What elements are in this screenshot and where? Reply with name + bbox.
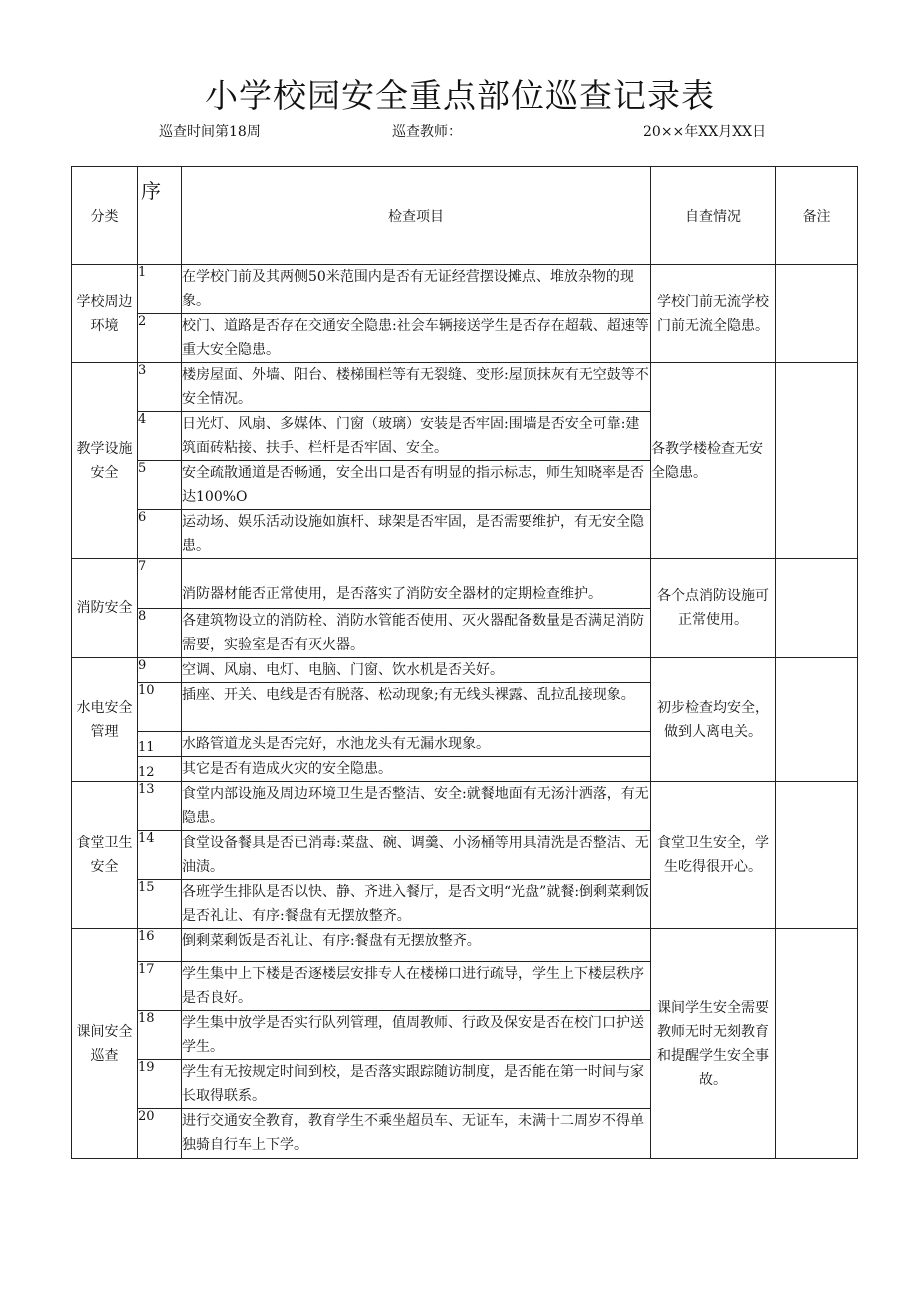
category-cell: 食堂卫生安全 [72, 782, 138, 929]
header-category: 分类 [72, 167, 138, 265]
patrol-week: 巡查时间第18周 [159, 124, 261, 140]
header-seq-label: 序 [141, 179, 161, 203]
self-check-cell: 初步检查均安全，做到人离电关。 [651, 658, 776, 782]
seq-cell: 14 [138, 831, 182, 880]
item-cell: 消防器材能否正常使用，是否落实了消防安全器材的定期检查维护。 [182, 559, 651, 609]
self-check-cell: 课间学生安全需要教师无时无刻教育和提醒学生安全事故。 [651, 929, 776, 1159]
category-cell: 消防安全 [72, 559, 138, 658]
seq-cell: 4 [138, 412, 182, 461]
table-row [72, 363, 858, 412]
item-cell: 食堂内部设施及周边环境卫生是否整洁、安全:就餐地面有无汤汁洒落，有无隐患。 [182, 782, 651, 831]
seq-cell: 20 [138, 1109, 182, 1159]
seq-cell: 9 [138, 658, 182, 683]
seq-cell: 13 [138, 782, 182, 831]
patrol-teacher: 巡查教师： [392, 124, 462, 140]
self-check-cell: 各个点消防设施可正常使用。 [651, 559, 776, 658]
table-row [72, 782, 858, 831]
seq-cell: 17 [138, 962, 182, 1011]
header-seq [138, 167, 182, 265]
seq-cell: 3 [138, 363, 182, 412]
category-cell: 教学设施安全 [72, 363, 138, 559]
item-cell: 楼房屋面、外墙、阳台、楼梯围栏等有无裂缝、变形:屋顶抹灰有无空鼓等不安全情况。 [182, 363, 651, 412]
seq-cell: 18 [138, 1011, 182, 1060]
inspection-table [71, 166, 858, 1159]
seq-cell: 7 [138, 559, 182, 609]
item-cell: 水路管道龙头是否完好，水池龙头有无漏水现象。 [182, 732, 651, 757]
note-cell [776, 658, 858, 782]
category-cell: 学校周边环境 [72, 265, 138, 363]
item-cell: 学生有无按规定时间到校，是否落实跟踪随访制度，是否能在第一时间与家长取得联系。 [182, 1060, 651, 1109]
item-cell: 其它是否有造成火灾的安全隐患。 [182, 757, 651, 782]
note-cell [776, 265, 858, 363]
note-cell [776, 782, 858, 929]
table-row [72, 929, 858, 962]
item-cell: 日光灯、风扇、多媒体、门窗（玻璃）安装是否牢固:围墙是否安全可靠:建筑面砖粘接、扶手、栏杆是否牢固、安全。 [182, 412, 651, 461]
item-cell: 在学校门前及其两侧50米范围内是否有无证经营摆设摊点、堆放杂物的现象。 [182, 265, 651, 314]
item-cell: 运动场、娱乐活动设施如旗杆、球架是否牢固，是否需要维护，有无安全隐患。 [182, 510, 651, 559]
self-check-cell: 学校门前无流学校门前无流全隐患。 [651, 265, 776, 363]
item-cell: 食堂设备餐具是否已消毒:菜盘、碗、调羹、小汤桶等用具清洗是否整洁、无油渍。 [182, 831, 651, 880]
seq-cell: 2 [138, 314, 182, 363]
page-title: 小学校园安全重点部位巡查记录表 [205, 76, 715, 115]
header-self-check: 自查情况 [651, 167, 776, 265]
item-cell: 各建筑物设立的消防栓、消防水管能否使用、灭火器配备数量是否满足消防需要，实验室是否有灭火器。 [182, 609, 651, 658]
seq-cell: 15 [138, 880, 182, 929]
item-cell: 各班学生排队是否以快、静、齐进入餐厅，是否文明“光盘”就餐:倒剩菜剩饭是否礼让、有序:餐盘有无摆放整齐。 [182, 880, 651, 929]
item-cell: 学生集中放学是否实行队列管理，值周教师、行政及保安是否在校门口护送学生。 [182, 1011, 651, 1060]
seq-cell: 11 [138, 732, 182, 757]
table-row [72, 559, 858, 609]
seq-cell: 5 [138, 461, 182, 510]
item-cell: 学生集中上下楼是否逐楼层安排专人在楼梯口进行疏导，学生上下楼层秩序是否良好。 [182, 962, 651, 1011]
item-cell: 倒剩菜剩饭是否礼让、有序:餐盘有无摆放整齐。 [182, 929, 651, 962]
patrol-date: 20××年XX月XX日 [643, 124, 767, 140]
note-cell [776, 559, 858, 658]
self-check-cell: 各教学楼检查无安全隐患。 [651, 363, 776, 559]
note-cell [776, 929, 858, 1159]
seq-cell: 12 [138, 757, 182, 782]
seq-cell: 10 [138, 683, 182, 732]
note-cell [776, 363, 858, 559]
seq-cell: 1 [138, 265, 182, 314]
seq-cell: 16 [138, 929, 182, 962]
seq-cell: 19 [138, 1060, 182, 1109]
item-cell: 空调、风扇、电灯、电脑、门窗、饮水机是否关好。 [182, 658, 651, 683]
seq-cell: 6 [138, 510, 182, 559]
item-cell: 插座、开关、电线是否有脱落、松动现象;有无线头裸露、乱拉乱接现象。 [182, 683, 651, 732]
header-item: 检查项目 [182, 167, 651, 265]
self-check-cell: 食堂卫生安全，学生吃得很开心。 [651, 782, 776, 929]
item-cell: 进行交通安全教育，教育学生不乘坐超员车、无证车，未满十二周岁不得单独骑自行车上下学。 [182, 1109, 651, 1159]
table-row [72, 658, 858, 683]
item-cell: 安全疏散通道是否畅通，安全出口是否有明显的指示标志，师生知晓率是否达100%O [182, 461, 651, 510]
item-cell: 校门、道路是否存在交通安全隐患:社会车辆接送学生是否存在超载、超速等重大安全隐患。 [182, 314, 651, 363]
table-row [72, 265, 858, 314]
seq-cell: 8 [138, 609, 182, 658]
table-header-row [72, 167, 858, 265]
category-cell: 水电安全管理 [72, 658, 138, 782]
category-cell: 课间安全巡查 [72, 929, 138, 1159]
header-note: 备注 [776, 167, 858, 265]
